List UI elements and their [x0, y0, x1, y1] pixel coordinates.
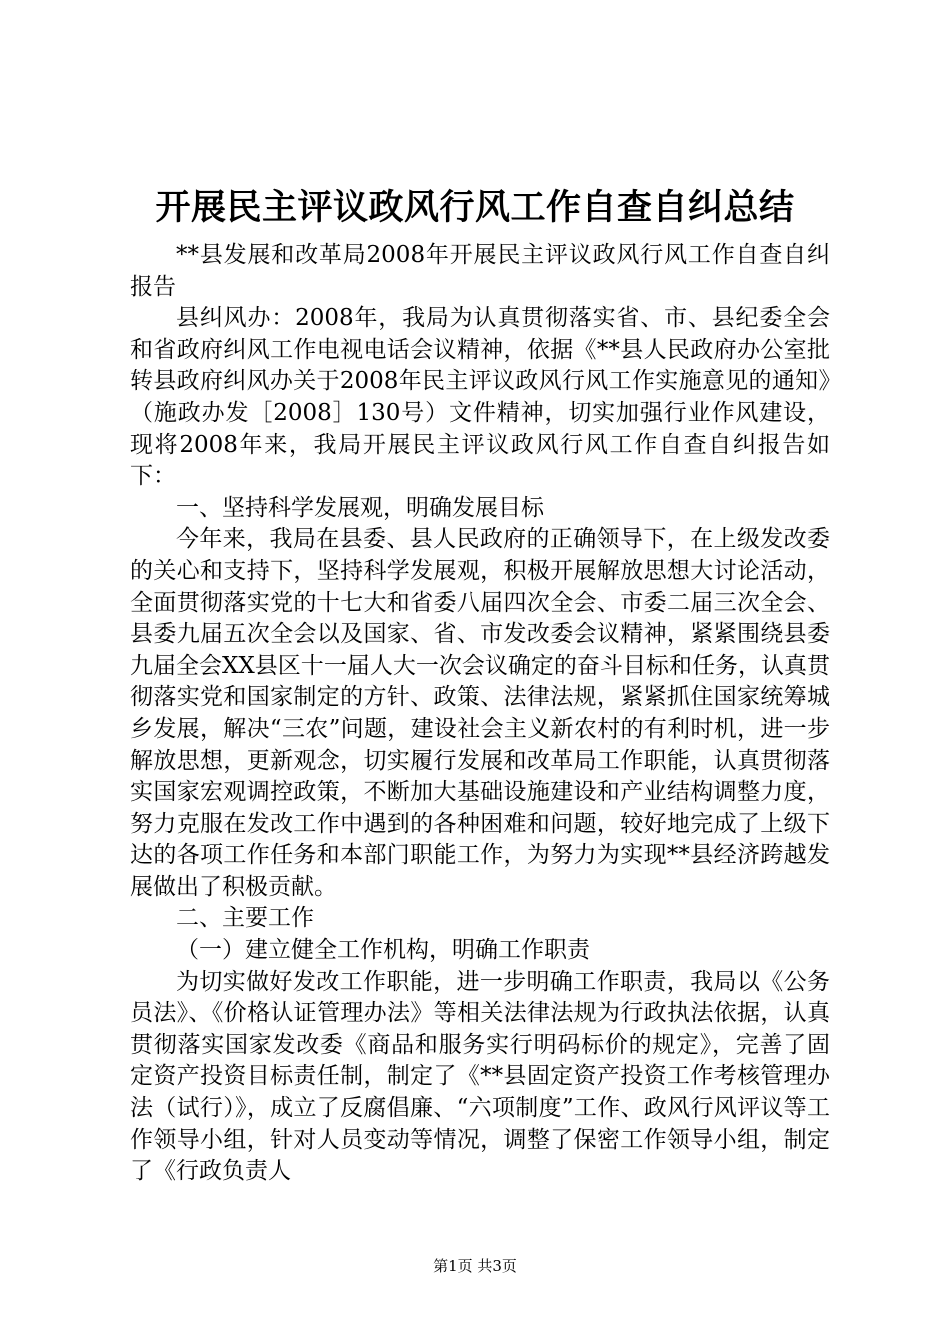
subsection-heading-1: （一）建立健全工作机构，明确工作职责: [176, 937, 590, 964]
document-body: [130, 240, 830, 1188]
document-title: 开展民主评议政风行风工作自查自纠总结: [155, 187, 795, 228]
page-footer: 第1页 共3页: [433, 1257, 517, 1275]
paragraph-section-1: 今年来，我局在县委、县人民政府的正确领导下，在上级发改委的关心和支持下，坚持科学发展观，积极开展解放思想大讨论活动，全面贯彻落实党的十七大和省委八届四次全会、市委二届三次全会、县委九届五次全会以及国家、省、市发改委会议精神，紧紧围绕县委九届全会XX县区十一届人大一次会议确定的奋斗目标和任务，认真贯彻落实党和国家制定的方针、政策、法律法规，紧紧抓住国家统筹城乡发展，解决“三农”问题，建设社会主义新农村的有利时机，进一步解放思想，更新观念，切实履行发展和改革局工作职能，认真贯彻落实国家宏观调控政策，不断加大基础设施建设和产业结构调整力度，努力克服在发改工作中遇到的各种困难和问题，较好地完成了上级下达的各项工作任务和本部门职能工作，为努力为实现**县经济跨越发展做出了积极贡献。: [130, 526, 830, 900]
section-heading-1: 一、坚持科学发展观，明确发展目标: [176, 494, 544, 521]
section-heading-2: 二、主要工作: [176, 905, 314, 932]
report-subtitle: **县发展和改革局2008年开展民主评议政风行风工作自查自纠报告: [130, 242, 830, 300]
paragraph-intro: 县纠风办：2008年，我局为认真贯彻落实省、市、县纪委全会和省政府纠风工作电视电话会议精神，依据《**县人民政府办公室批转县政府纠风办关于2008年民主评议政风行风工作实施意见的通知》（施政办发［2008］130号）文件精神，切实加强行业作风建设，现将2008年来，我局开展民主评议政风行风工作自查自纠报告如下：: [130, 305, 830, 490]
paragraph-subsection-1: 为切实做好发改工作职能，进一步明确工作职责，我局以《公务员法》、《价格认证管理办法》等相关法律法规为行政执法依据，认真贯彻落实国家发改委《商品和服务实行明码标价的规定》，完善了固定资产投资目标责任制，制定了《**县固定资产投资工作考核管理办法（试行）》，成立了反腐倡廉、“六项制度”工作、政风行风评议等工作领导小组，针对人员变动等情况，调整了保密工作领导小组，制定了《行政负责人: [130, 968, 830, 1185]
